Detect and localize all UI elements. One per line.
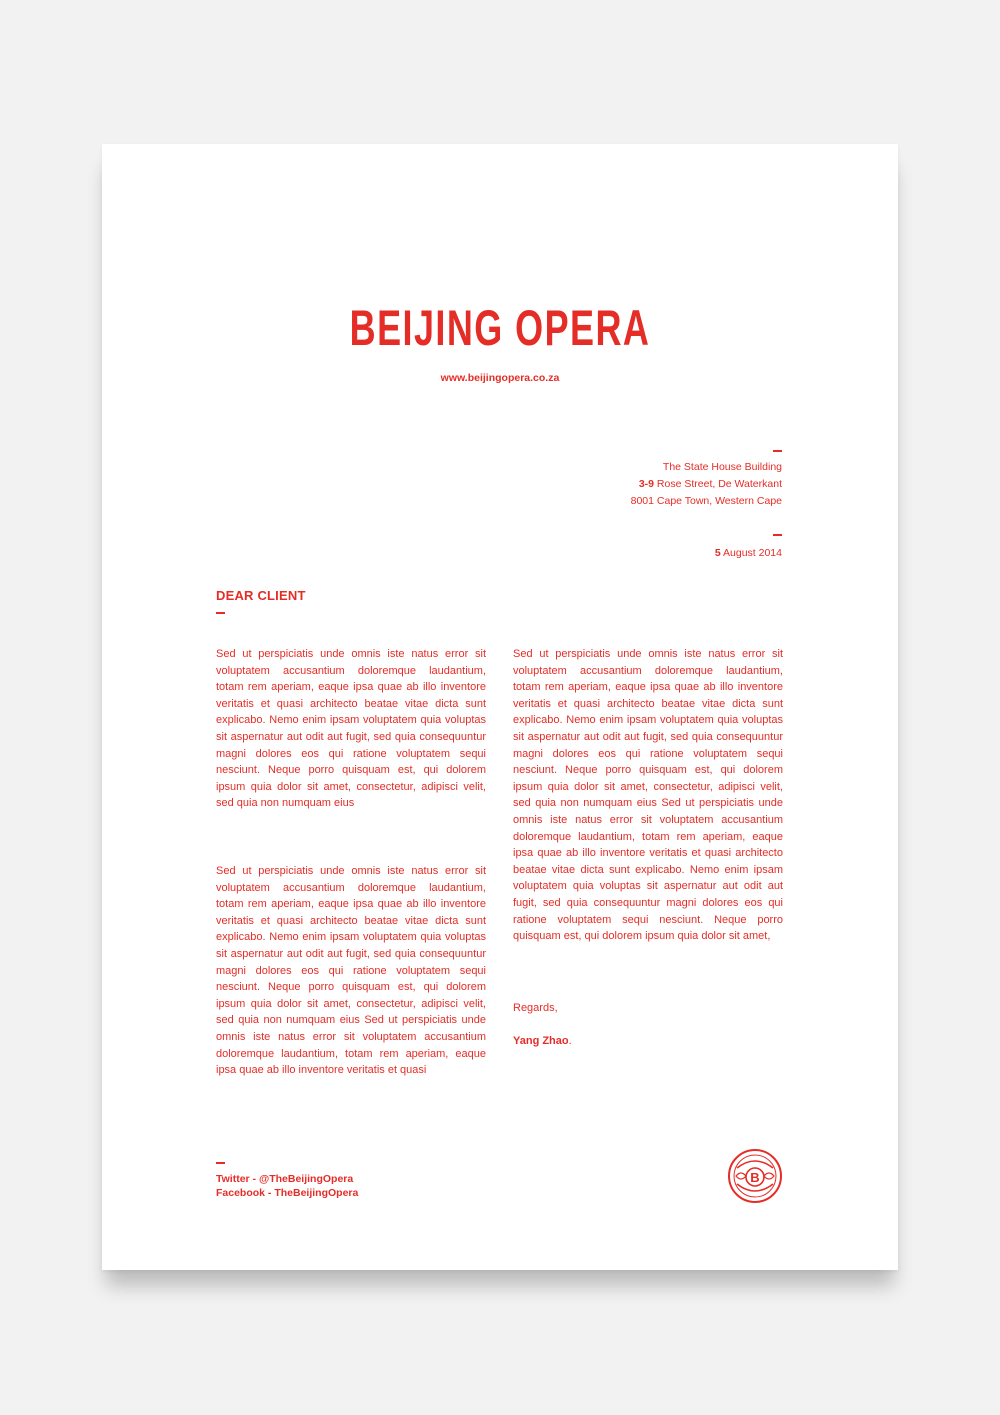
paragraph-text: Sed ut perspiciatis unde omnis iste natus error sit voluptatem accusantium doloremque laudantium, totam rem aperiam, eaque ipsa quae ab illo inventore veritatis et quasi architecto beatae vitae dicta sunt explicabo. Nemo enim ipsam voluptatem quia voluptas sit aspernatur aut odit aut fugit, sed quia consequuntur magni dolores eos qui ratione voluptatem sequi nesciunt. Neque porro quisquam est, qui dolorem ipsum quia dolor sit amet, consectetur, adipisci velit, sed quia non numquam eius Sed ut perspiciatis unde omnis iste natus error sit voluptatem accusantium doloremque laudantium, totam rem aperiam, eaque ipsa quae ab illo inventore veritatis et quasi architecto beatae vitae dicta sunt explicabo. Nemo enim ipsam voluptatem quia voluptas sit aspernatur aut odit aut fugit, sed quia consequuntur magni dolores eos qui ratione voluptatem sequi nesciunt. Neque porro quisquam est, qui dolorem ipsum quia dolor sit amet, [513, 648, 783, 943]
address-block [631, 450, 782, 510]
website-link[interactable]: www.beijingopera.co.za [440, 372, 560, 384]
address-street-number: 3-9 [638, 478, 654, 490]
letter-date [715, 547, 782, 559]
date-day: 5 [714, 547, 721, 559]
address-line-2 [631, 476, 782, 493]
divider-dash [773, 534, 782, 536]
brand-logo [102, 292, 898, 367]
date-month-year: August 2014 [720, 547, 782, 559]
emblem-icon [727, 1148, 783, 1209]
divider-dash [216, 612, 225, 614]
date-block [715, 534, 782, 559]
brand-logo-wordmark [350, 292, 650, 362]
salutation [216, 588, 306, 614]
emblem-letter: B [750, 1170, 760, 1185]
signer-name-text: Yang Zhao [513, 1035, 569, 1047]
twitter-link[interactable]: Twitter - @TheBeijingOpera [216, 1173, 354, 1185]
facebook-link[interactable]: Facebook - TheBeijingOpera [216, 1187, 359, 1199]
divider-dash [216, 1162, 225, 1164]
closing-regards: Regards, [513, 1002, 558, 1014]
paragraph-text: Sed ut perspiciatis unde omnis iste natus error sit voluptatem accusantium doloremque laudantium, totam rem aperiam, eaque ipsa quae ab illo inventore veritatis et quasi architecto beatae vitae dicta sunt explicabo. Nemo enim ipsam voluptatem quia voluptas sit aspernatur aut odit aut fugit, sed quia consequuntur magni dolores eos qui ratione voluptatem sequi nesciunt. Neque porro quisquam est, qui dolorem ipsum quia dolor sit amet, consectetur, adipisci velit, sed quia non numquam eius [216, 648, 486, 810]
footer-social [216, 1162, 358, 1200]
brand-logo-text: BEIJING OPERA [350, 301, 650, 357]
signer-name: Yang Zhao. [513, 1035, 572, 1047]
salutation-text: DEAR CLIENT [216, 588, 306, 603]
paragraph-text: Sed ut perspiciatis unde omnis iste natus error sit voluptatem accusantium doloremque laudantium, totam rem aperiam, eaque ipsa quae ab illo inventore veritatis et quasi architecto beatae vitae dicta sunt explicabo. Nemo enim ipsam voluptatem quia voluptas sit aspernatur aut odit aut fugit, sed quia consequuntur magni dolores eos qui ratione voluptatem sequi nesciunt. Neque porro quisquam est, qui dolorem ipsum quia dolor sit amet, consectetur, adipisci velit, sed quia non numquam eius Sed ut perspiciatis unde omnis iste natus error sit voluptatem accusantium doloremque laudantium, totam rem aperiam, eaque ipsa quae ab illo inventore veritatis et quasi [216, 865, 486, 1077]
address-line-3: 8001 Cape Town, Western Cape [630, 495, 782, 507]
address-line-1: The State House Building [662, 461, 782, 473]
body-paragraph-left-2 [216, 863, 486, 1079]
address-street: Rose Street, De Waterkant [654, 478, 782, 490]
emblem-icon-graphic [727, 1148, 783, 1204]
body-paragraph-right [513, 646, 783, 945]
body-paragraph-left-1 [216, 646, 486, 812]
divider-dash [773, 450, 782, 452]
letter-sheet [102, 144, 898, 1270]
